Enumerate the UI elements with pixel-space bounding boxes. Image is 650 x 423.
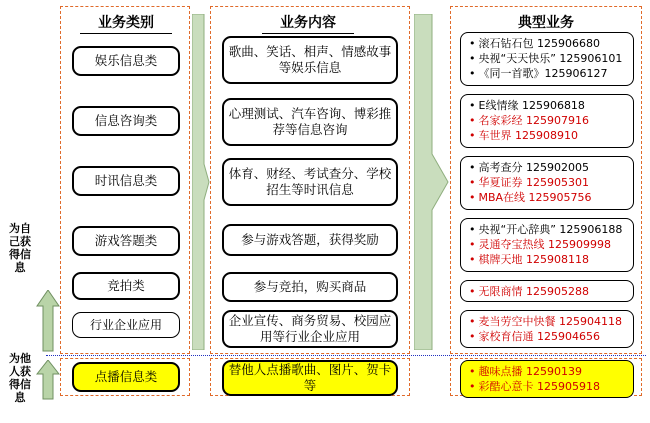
up-arrow-self-icon bbox=[36, 290, 60, 352]
example-box[interactable] bbox=[460, 32, 634, 86]
example-item: • 灵通夺宝热线 125909998 bbox=[469, 237, 629, 252]
content-box[interactable]: 参与游戏答题，获得奖励 bbox=[222, 224, 398, 256]
example-item: • MBA在线 125905756 bbox=[469, 190, 629, 205]
example-box[interactable] bbox=[460, 94, 634, 148]
content-box-highlight[interactable]: 替他人点播歌曲、图片、贺卡等 bbox=[222, 360, 398, 396]
connector-arrow-right bbox=[414, 14, 450, 350]
category-box[interactable]: 竞拍类 bbox=[72, 272, 180, 300]
example-item: • 华夏证券 125905301 bbox=[469, 175, 629, 190]
column-header-example-label: 典型业务 bbox=[518, 15, 574, 31]
example-box[interactable] bbox=[460, 218, 634, 272]
section-divider bbox=[46, 355, 646, 356]
column-header-category bbox=[80, 12, 172, 34]
category-box-highlight[interactable]: 点播信息类 bbox=[72, 362, 180, 392]
example-box-highlight[interactable] bbox=[460, 360, 634, 398]
column-header-content bbox=[262, 12, 354, 34]
category-box[interactable]: 游戏答题类 bbox=[72, 226, 180, 256]
example-item: • 央视“开心辞典” 125906188 bbox=[469, 222, 629, 237]
example-item: • 彩酷心意卡 125905918 bbox=[469, 379, 629, 394]
example-box[interactable] bbox=[460, 156, 634, 210]
content-box[interactable]: 参与竞拍，购买商品 bbox=[222, 272, 398, 302]
column-header-example bbox=[500, 12, 592, 34]
left-rail-label-self: 为自己获得信息 bbox=[9, 222, 31, 274]
left-rail-label-other: 为他人获得信息 bbox=[9, 352, 31, 404]
column-header-content-label: 业务内容 bbox=[280, 15, 336, 31]
example-item: • 无限商情 125905288 bbox=[469, 284, 629, 299]
example-item: • 棋牌天地 125908118 bbox=[469, 252, 629, 267]
example-item: • 家校育信通 125904656 bbox=[469, 329, 629, 344]
category-box[interactable]: 信息咨询类 bbox=[72, 106, 180, 136]
category-box[interactable]: 行业企业应用 bbox=[72, 312, 180, 338]
example-item: • 滚石钻石包 125906680 bbox=[469, 36, 629, 51]
column-header-category-label: 业务类别 bbox=[98, 15, 154, 31]
content-box[interactable]: 企业宣传、商务贸易、校园应用等行业企业应用 bbox=[222, 310, 398, 348]
example-item: • 车世界 125908910 bbox=[469, 128, 629, 143]
example-item: • 高考查分 125902005 bbox=[469, 160, 629, 175]
content-box[interactable]: 体育、财经、考试查分、学校招生等时讯信息 bbox=[222, 158, 398, 206]
example-item: • 《同一首歌》125906127 bbox=[469, 66, 629, 81]
content-box[interactable]: 心理测试、汽车咨询、博彩推荐等信息咨询 bbox=[222, 98, 398, 146]
example-item: • E线情缘 125906818 bbox=[469, 98, 629, 113]
category-box[interactable]: 娱乐信息类 bbox=[72, 46, 180, 76]
up-arrow-other-icon bbox=[36, 360, 60, 400]
category-box[interactable]: 时讯信息类 bbox=[72, 166, 180, 196]
example-item: • 麦当劳空中快餐 125904118 bbox=[469, 314, 629, 329]
example-item: • 趣味点播 12590139 bbox=[469, 364, 629, 379]
connector-arrow-left bbox=[192, 14, 210, 350]
example-box[interactable] bbox=[460, 280, 634, 302]
content-box[interactable]: 歌曲、笑话、相声、情感故事等娱乐信息 bbox=[222, 36, 398, 84]
example-box[interactable] bbox=[460, 310, 634, 348]
example-item: • 央视“天天快乐” 125906101 bbox=[469, 51, 629, 66]
example-item: • 名家彩经 125907916 bbox=[469, 113, 629, 128]
